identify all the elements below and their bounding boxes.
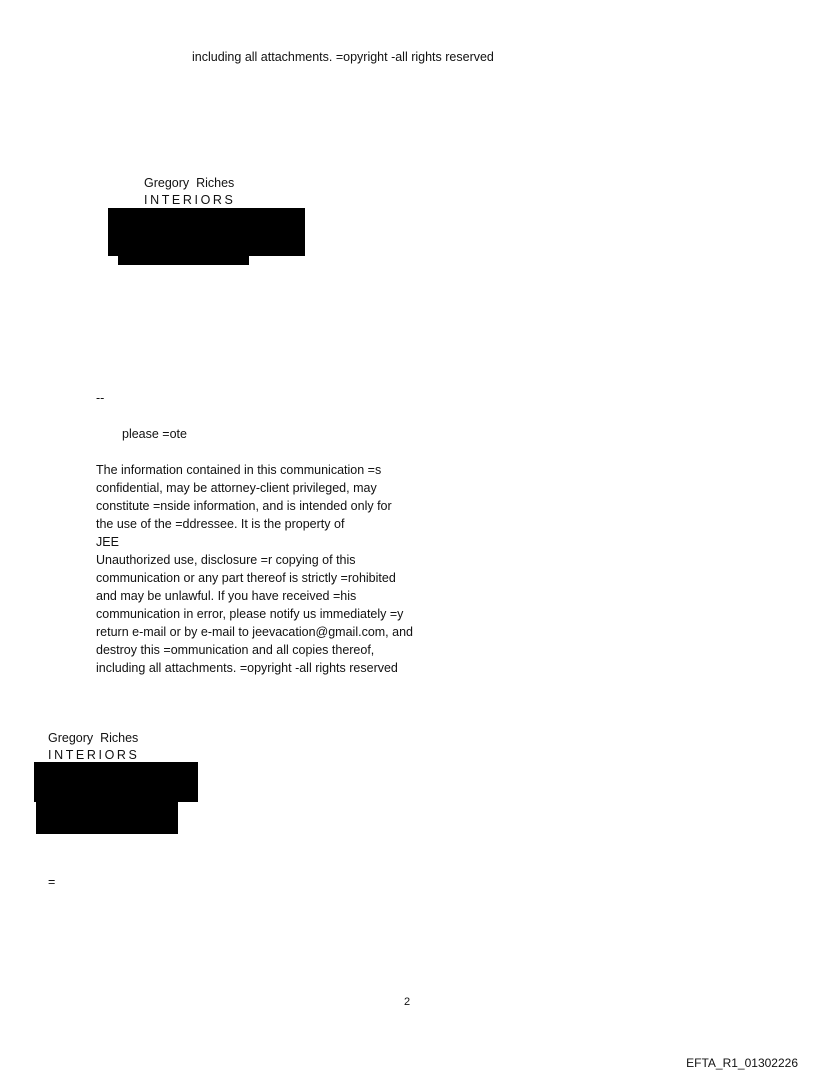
- equals-marker: =: [48, 875, 56, 889]
- disclaimer-line: communication or any part thereof is strictly =rohibited: [96, 571, 396, 585]
- signature-name: Gregory Riches: [48, 731, 139, 745]
- disclaimer-line: return e-mail or by e-mail to jeevacation@gmail.com, and: [96, 625, 413, 639]
- top-disclaimer-line: including all attachments. =opyright -all rights reserved: [192, 50, 494, 64]
- redaction-block: [118, 254, 249, 265]
- signature-company: INTERIORS: [48, 748, 140, 762]
- redaction-block: [36, 800, 178, 834]
- disclaimer-line: destroy this =ommunication and all copies thereof,: [96, 643, 375, 657]
- signature-name: Gregory Riches: [144, 176, 235, 190]
- redaction-block: [108, 208, 305, 256]
- disclaimer-line: The information contained in this communication =s: [96, 463, 382, 477]
- page-number: 2: [404, 996, 411, 1008]
- signature-separator: --: [96, 391, 105, 405]
- disclaimer-line: communication in error, please notify us immediately =y: [96, 607, 404, 621]
- disclaimer-line: including all attachments. =opyright -all rights reserved: [96, 661, 398, 675]
- disclaimer-line: and may be unlawful. If you have received =his: [96, 589, 357, 603]
- document-id: EFTA_R1_01302226: [686, 1056, 798, 1070]
- confidentiality-disclaimer: [96, 461, 516, 677]
- disclaimer-line: JEE: [96, 535, 119, 549]
- disclaimer-line: confidential, may be attorney-client privileged, may: [96, 481, 377, 495]
- disclaimer-line: constitute =nside information, and is intended only for: [96, 499, 392, 513]
- disclaimer-line: Unauthorized use, disclosure =r copying of this: [96, 553, 356, 567]
- disclaimer-line: the use of the =ddressee. It is the property of: [96, 517, 345, 531]
- signature-company: INTERIORS: [144, 193, 236, 207]
- note-heading: please =ote: [122, 427, 187, 441]
- redaction-block: [34, 762, 198, 802]
